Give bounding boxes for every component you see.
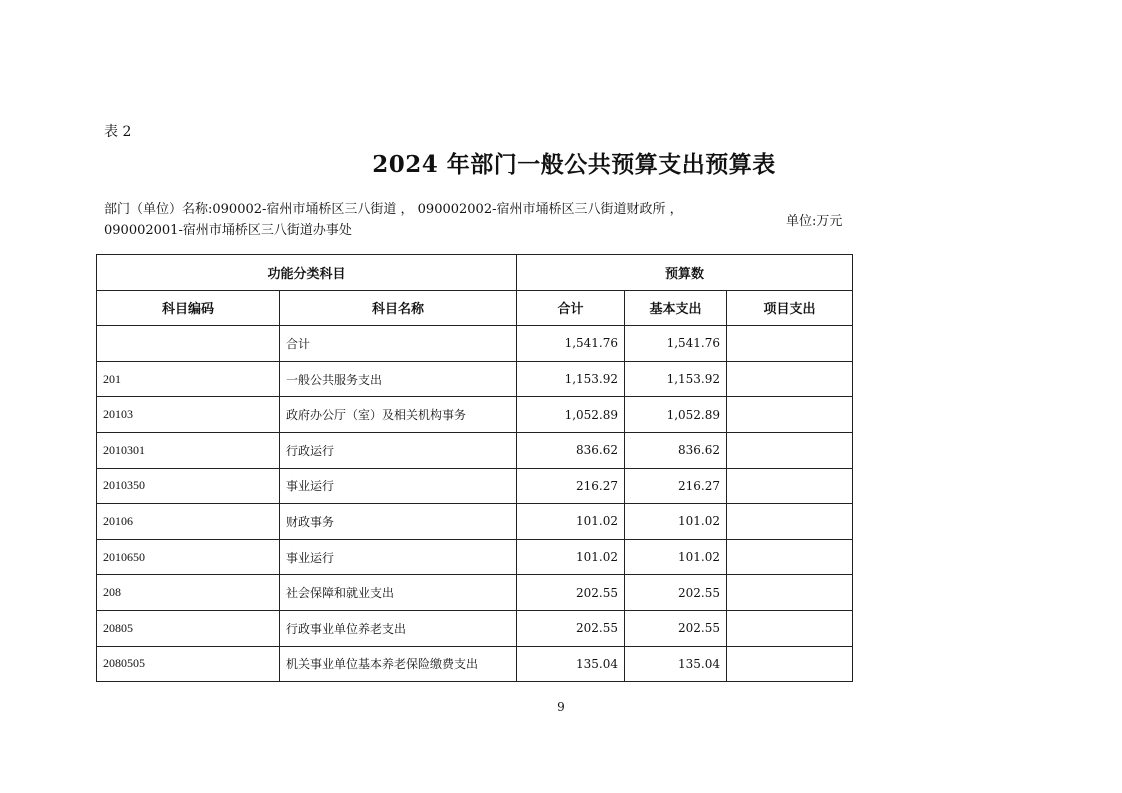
cell-name: 一般公共服务支出 (280, 361, 517, 397)
cell-name: 机关事业单位基本养老保险缴费支出 (280, 646, 517, 682)
cell-basic: 101.02 (625, 539, 727, 575)
cell-basic: 135.04 (625, 646, 727, 682)
cell-basic: 202.55 (625, 610, 727, 646)
cell-basic: 836.62 (625, 432, 727, 468)
cell-total: 216.27 (517, 468, 625, 504)
table-row (97, 504, 853, 540)
table-row (97, 397, 853, 433)
department-info (104, 199, 744, 241)
cell-basic: 202.55 (625, 575, 727, 611)
table-row (97, 610, 853, 646)
cell-total: 202.55 (517, 575, 625, 611)
cell-total: 1,052.89 (517, 397, 625, 433)
cell-code: 2010650 (97, 539, 280, 575)
cell-code: 20103 (97, 397, 280, 433)
cell-name: 行政运行 (280, 432, 517, 468)
header-subject-code: 科目编码 (97, 290, 280, 326)
page-title: 2024 年部门一般公共预算支出预算表 (372, 151, 776, 178)
unit-note: 单位:万元 (786, 214, 843, 229)
header-total: 合计 (517, 290, 625, 326)
table-row (97, 575, 853, 611)
cell-total: 101.02 (517, 504, 625, 540)
department-line-2: 090002001-宿州市埇桥区三八街道办事处 (104, 223, 352, 238)
cell-basic: 216.27 (625, 468, 727, 504)
cell-total: 135.04 (517, 646, 625, 682)
cell-total: 202.55 (517, 610, 625, 646)
cell-project (727, 539, 853, 575)
cell-name: 合计 (280, 326, 517, 362)
table-row (97, 468, 853, 504)
cell-code: 2010350 (97, 468, 280, 504)
cell-code: 2080505 (97, 646, 280, 682)
header-budget-amount: 预算数 (517, 255, 853, 291)
cell-basic: 1,052.89 (625, 397, 727, 433)
table-row (97, 432, 853, 468)
cell-project (727, 432, 853, 468)
cell-project (727, 646, 853, 682)
page-number: 9 (557, 700, 565, 714)
cell-total: 1,153.92 (517, 361, 625, 397)
cell-name: 事业运行 (280, 539, 517, 575)
table-row (97, 361, 853, 397)
cell-project (727, 361, 853, 397)
table-row (97, 539, 853, 575)
cell-project (727, 397, 853, 433)
budget-table (96, 254, 853, 682)
cell-code (97, 326, 280, 362)
cell-name: 社会保障和就业支出 (280, 575, 517, 611)
cell-code: 208 (97, 575, 280, 611)
cell-name: 行政事业单位养老支出 (280, 610, 517, 646)
header-subject-name: 科目名称 (280, 290, 517, 326)
cell-name: 事业运行 (280, 468, 517, 504)
cell-code: 2010301 (97, 432, 280, 468)
cell-total: 836.62 (517, 432, 625, 468)
header-functional-category: 功能分类科目 (97, 255, 517, 291)
header-row-2 (97, 290, 853, 326)
header-basic-expenditure: 基本支出 (625, 290, 727, 326)
cell-code: 20805 (97, 610, 280, 646)
cell-project (727, 504, 853, 540)
cell-basic: 1,541.76 (625, 326, 727, 362)
cell-code: 201 (97, 361, 280, 397)
cell-project (727, 468, 853, 504)
header-row-1 (97, 255, 853, 291)
header-project-expenditure: 项目支出 (727, 290, 853, 326)
table-label: 表 2 (104, 124, 132, 140)
cell-project (727, 610, 853, 646)
cell-code: 20106 (97, 504, 280, 540)
cell-project (727, 575, 853, 611)
cell-total: 1,541.76 (517, 326, 625, 362)
cell-name: 财政事务 (280, 504, 517, 540)
department-line-1: 部门（单位）名称:090002-宿州市埇桥区三八街道 ， 090002002-宿州市埇桥区三八街道财政所 ， (104, 202, 683, 217)
cell-project (727, 326, 853, 362)
cell-name: 政府办公厅（室）及相关机构事务 (280, 397, 517, 433)
cell-basic: 1,153.92 (625, 361, 727, 397)
table-row (97, 326, 853, 362)
cell-total: 101.02 (517, 539, 625, 575)
cell-basic: 101.02 (625, 504, 727, 540)
table-row (97, 646, 853, 682)
